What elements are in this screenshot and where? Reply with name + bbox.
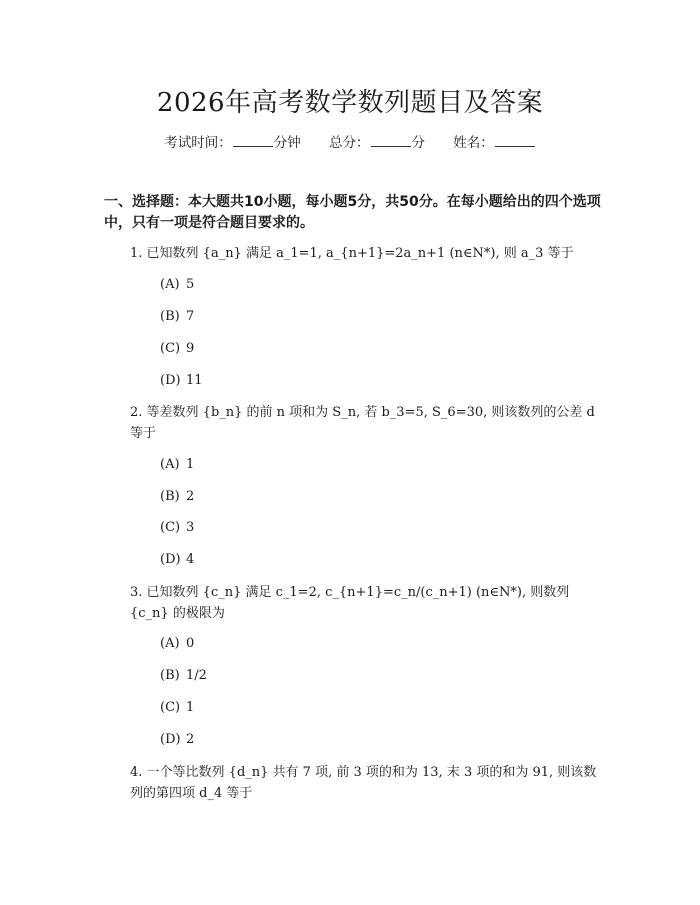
total-score-unit: 分 xyxy=(411,135,425,151)
exam-time-blank xyxy=(233,134,273,147)
question-1-option-d xyxy=(160,371,203,391)
question-1-stem: 1. 已知数列 {a_n} 满足 a_1=1, a_{n+1}=2a_n+1 (n∈N*), 则 a_3 等于 xyxy=(130,246,574,261)
option-label: (C) xyxy=(160,520,181,535)
option-value: 0 xyxy=(186,636,195,651)
option-value: 2 xyxy=(186,489,195,504)
option-value: 2 xyxy=(186,732,195,747)
option-value: 5 xyxy=(186,277,195,292)
student-name-label: 姓名： xyxy=(453,135,494,151)
question-4-stem: 4. 一个等比数列 {d_n} 共有 7 项, 前 3 项的和为 13, 末 3 项的和为 91, 则该数列的第四项 d_4 等于 xyxy=(130,765,597,801)
question-2-option-d xyxy=(160,550,194,570)
option-value: 1/2 xyxy=(186,668,207,683)
option-value: 9 xyxy=(186,341,195,356)
option-label: (A) xyxy=(160,636,180,651)
option-label: (B) xyxy=(160,668,180,683)
student-name-field xyxy=(453,131,536,151)
question-1-option-b xyxy=(160,307,194,327)
option-value: 1 xyxy=(186,700,195,715)
question-2-option-b xyxy=(160,487,194,507)
option-label: (A) xyxy=(160,457,180,472)
student-name-blank xyxy=(495,134,535,147)
option-label: (B) xyxy=(160,309,180,324)
section-heading: 一、选择题：本大题共10小题，每小题5分，共50分。在每小题给出的四个选项中，只有一项是符合题目要求的。 xyxy=(104,194,601,231)
exam-time-label: 考试时间： xyxy=(164,135,232,151)
option-value: 1 xyxy=(186,457,195,472)
question-3-option-b xyxy=(160,666,207,686)
option-value: 4 xyxy=(186,552,195,567)
question-1-option-c xyxy=(160,339,194,359)
option-label: (B) xyxy=(160,489,180,504)
exam-time-field xyxy=(164,131,301,151)
question-2-option-a xyxy=(160,455,194,475)
option-label: (C) xyxy=(160,341,181,356)
total-score-label: 总分： xyxy=(329,135,370,151)
question-2-stem: 2. 等差数列 {b_n} 的前 n 项和为 S_n, 若 b_3=5, S_6=30, 则该数列的公差 d 等于 xyxy=(130,405,595,441)
option-value: 3 xyxy=(186,520,195,535)
option-value: 11 xyxy=(186,373,203,388)
option-label: (D) xyxy=(160,732,181,747)
exam-meta-line xyxy=(0,131,700,151)
option-label: (A) xyxy=(160,277,180,292)
exam-time-unit: 分钟 xyxy=(273,135,301,151)
total-score-blank xyxy=(371,134,411,147)
option-value: 7 xyxy=(186,309,195,324)
question-1-option-a xyxy=(160,275,194,295)
option-label: (C) xyxy=(160,700,181,715)
question-3-option-d xyxy=(160,730,194,750)
page-title: 2026年高考数学数列题目及答案 xyxy=(156,88,544,118)
option-label: (D) xyxy=(160,373,181,388)
question-3-option-a xyxy=(160,634,194,654)
question-3-stem: 3. 已知数列 {c_n} 满足 c_1=2, c_{n+1}=c_n/(c_n+1) (n∈N*), 则数列 {c_n} 的极限为 xyxy=(130,585,570,621)
question-2-option-c xyxy=(160,518,194,538)
option-label: (D) xyxy=(160,552,181,567)
question-3-option-c xyxy=(160,698,194,718)
total-score-field xyxy=(329,131,425,151)
